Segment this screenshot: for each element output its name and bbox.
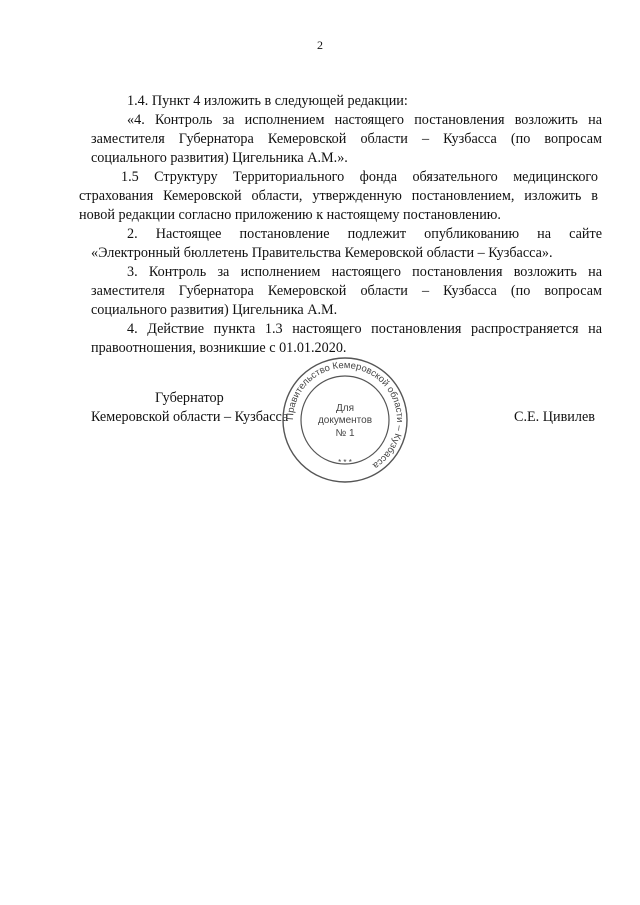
stamp-center-line2: документов xyxy=(317,415,373,426)
stamp-ring-text: Правительство Кемеровской области – Кузбасса xyxy=(284,359,406,471)
document-body xyxy=(79,92,602,358)
page-number: 2 xyxy=(317,38,323,52)
stamp-center-line3: № 1 xyxy=(335,428,355,439)
paragraph-1-5: 1.5 Структуру Территориального фонда обязательного медицинского страхования Кемеровской области, утвержденную постановлением, изложить в новой редакции согласно приложению к настоящему постановлению. xyxy=(79,169,598,223)
paragraph-quoted-4: «4. Контроль за исполнением настоящего постановления возложить на заместителя Губернатора Кемеровской области – Кузбасса (по вопросам социального развития) Цигельника А.М.». xyxy=(91,112,602,166)
stamp-center-line1: Для xyxy=(335,403,355,414)
official-stamp xyxy=(280,355,410,485)
stamp-stars: * * * xyxy=(338,458,352,467)
paragraph-4: 4. Действие пункта 1.3 настоящего постановления распространяется на правоотношения, возникшие с 01.01.2020. xyxy=(91,321,602,356)
paragraph-3: 3. Контроль за исполнением настоящего постановления возложить на заместителя Губернатора Кемеровской области – Кузбасса (по вопросам социального развития) Цигельника А.М. xyxy=(91,264,602,318)
signature-title-line1: Губернатор xyxy=(155,390,224,406)
stamp-outer-ring xyxy=(283,358,407,482)
stamp-inner-ring xyxy=(301,376,389,464)
paragraph-1-4: 1.4. Пункт 4 изложить в следующей редакции: xyxy=(127,93,408,109)
signature-title-line2: Кемеровской области – Кузбасса xyxy=(91,409,289,425)
paragraph-2: 2. Настоящее постановление подлежит опубликованию на сайте «Электронный бюллетень Правительства Кемеровской области – Кузбасса». xyxy=(91,226,602,261)
signature-name: С.Е. Цивилев xyxy=(514,409,595,425)
